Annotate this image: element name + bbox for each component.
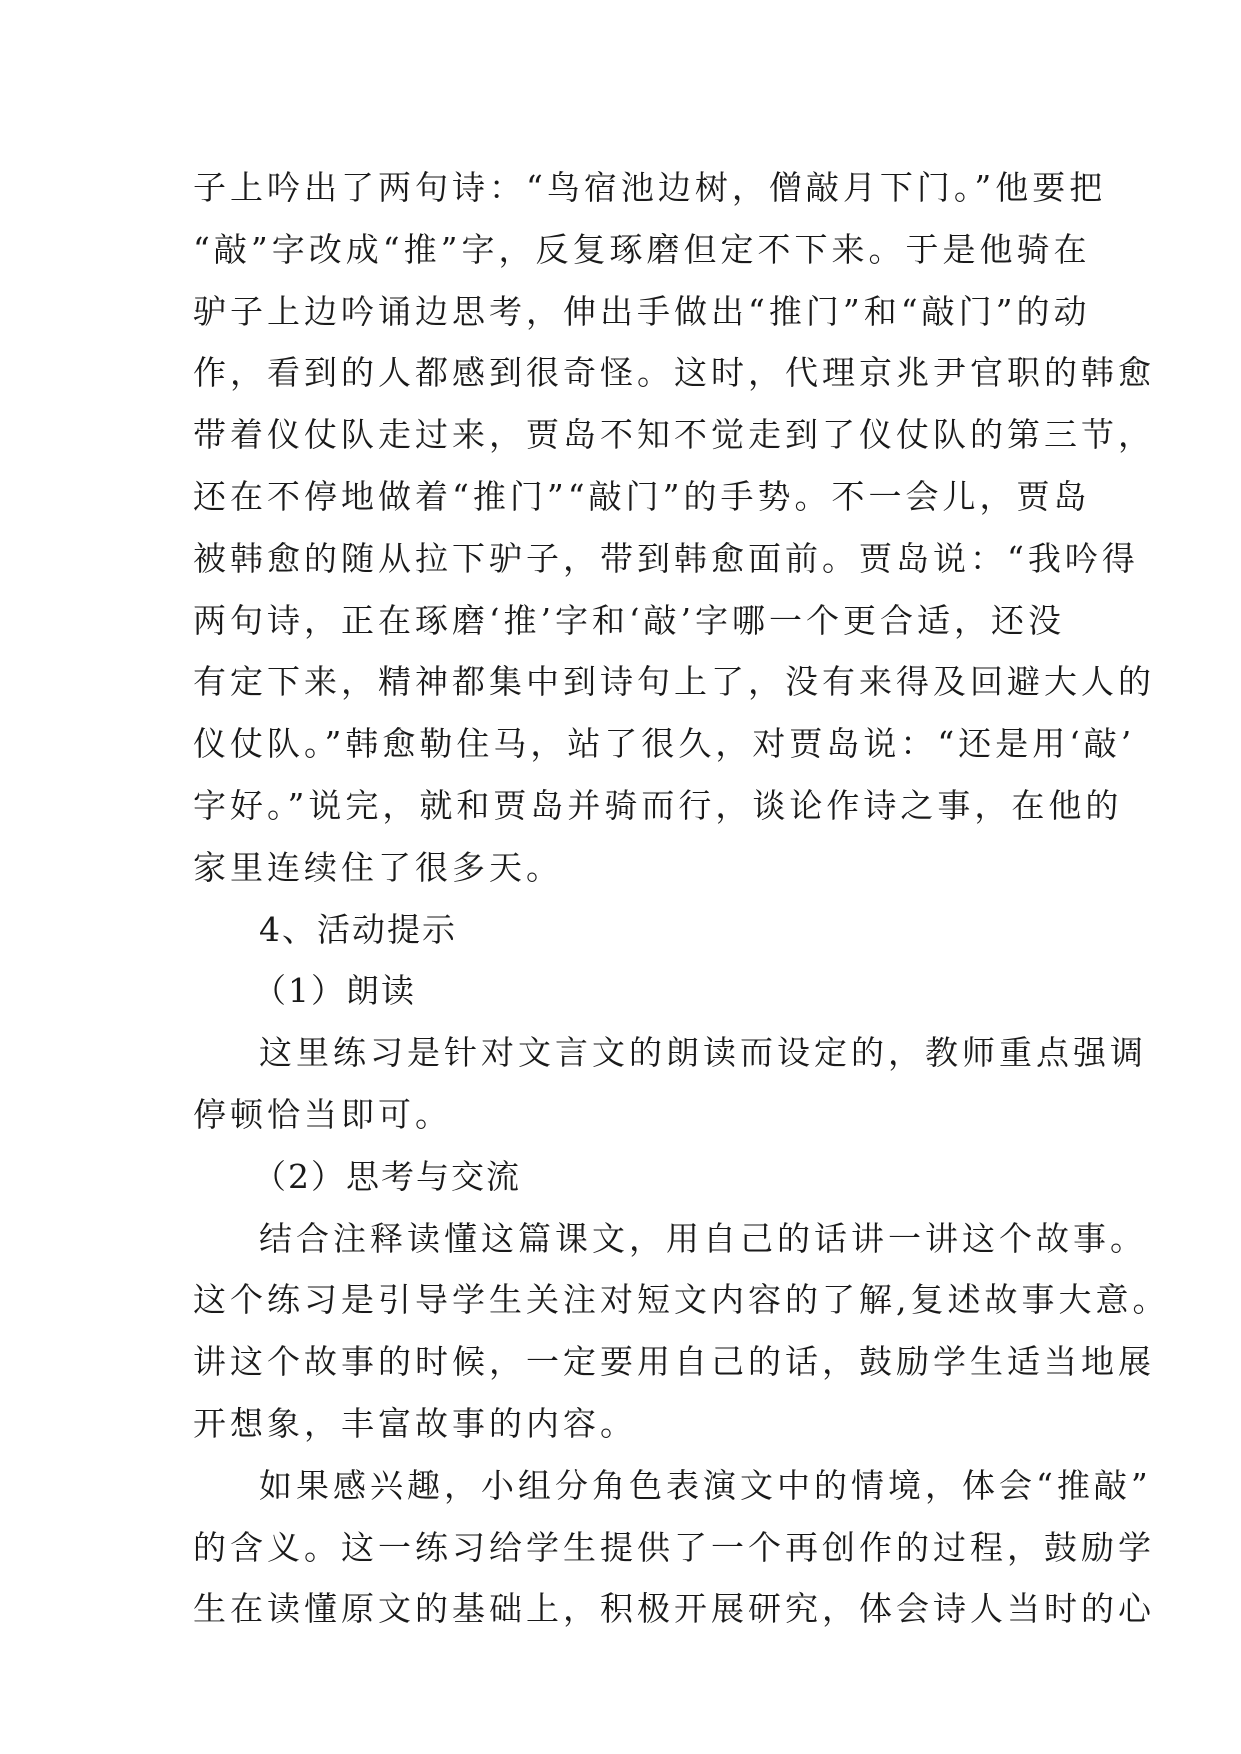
text-line: 停顿恰当即可。 xyxy=(193,1094,452,1134)
text-line: 带着仪仗队走过来，贾岛不知不觉走到了仪仗队的第三节， xyxy=(193,415,1155,455)
text-line: 生在读懂原文的基础上，积极开展研究，体会诗人当时的心 xyxy=(193,1589,1155,1629)
text-line: “敲”字改成“推”字，反复琢磨但定不下来。于是他骑在 xyxy=(193,229,1091,269)
text-line: 开想象，丰富故事的内容。 xyxy=(193,1403,637,1443)
paragraph-start-line: 这里练习是针对文言文的朗读而设定的，教师重点强调 xyxy=(259,1033,1147,1073)
text-line: 仪仗队。”韩愈勒住马，站了很久，对贾岛说：“还是用‘敲’ xyxy=(193,724,1136,764)
paragraph-start-line: 结合注释读懂这篇课文，用自己的话讲一讲这个故事。 xyxy=(259,1218,1147,1258)
paragraph-start-line: 如果感兴趣，小组分角色表演文中的情境，体会“推敲” xyxy=(259,1465,1152,1505)
text-line: 讲这个故事的时候，一定要用自己的话，鼓励学生适当地展 xyxy=(193,1342,1155,1382)
subsection-heading: （2）思考与交流 xyxy=(253,1156,521,1196)
text-line: 的含义。这一练习给学生提供了一个再创作的过程，鼓励学 xyxy=(193,1527,1155,1567)
body-text xyxy=(193,157,1170,1640)
text-line: 两句诗，正在琢磨‘推’字和‘敲’字哪一个更合适，还没 xyxy=(193,600,1065,640)
text-line: 有定下来，精神都集中到诗句上了，没有来得及回避大人的 xyxy=(193,662,1155,702)
text-line: 还在不停地做着“推门”“敲门”的手势。不一会儿，贾岛 xyxy=(193,476,1091,516)
text-line: 子上吟出了两句诗：“鸟宿池边树，僧敲月下门。”他要把 xyxy=(193,168,1107,207)
subsection-heading: （1）朗读 xyxy=(253,971,416,1011)
text-line: 这个练习是引导学生关注对短文内容的了解,复述故事大意。 xyxy=(193,1280,1170,1320)
text-line: 驴子上边吟诵边思考，伸出手做出“推门”和“敲门”的动 xyxy=(193,291,1091,331)
text-line: 作，看到的人都感到很奇怪。这时，代理京兆尹官职的韩愈 xyxy=(193,353,1155,393)
section-heading: 4、活动提示 xyxy=(259,909,457,949)
text-line: 字好。”说完，就和贾岛并骑而行，谈论作诗之事，在他的 xyxy=(193,785,1123,825)
text-line: 家里连续住了很多天。 xyxy=(193,847,563,887)
text-line: 被韩愈的随从拉下驴子，带到韩愈面前。贾岛说：“我吟得 xyxy=(193,538,1139,578)
